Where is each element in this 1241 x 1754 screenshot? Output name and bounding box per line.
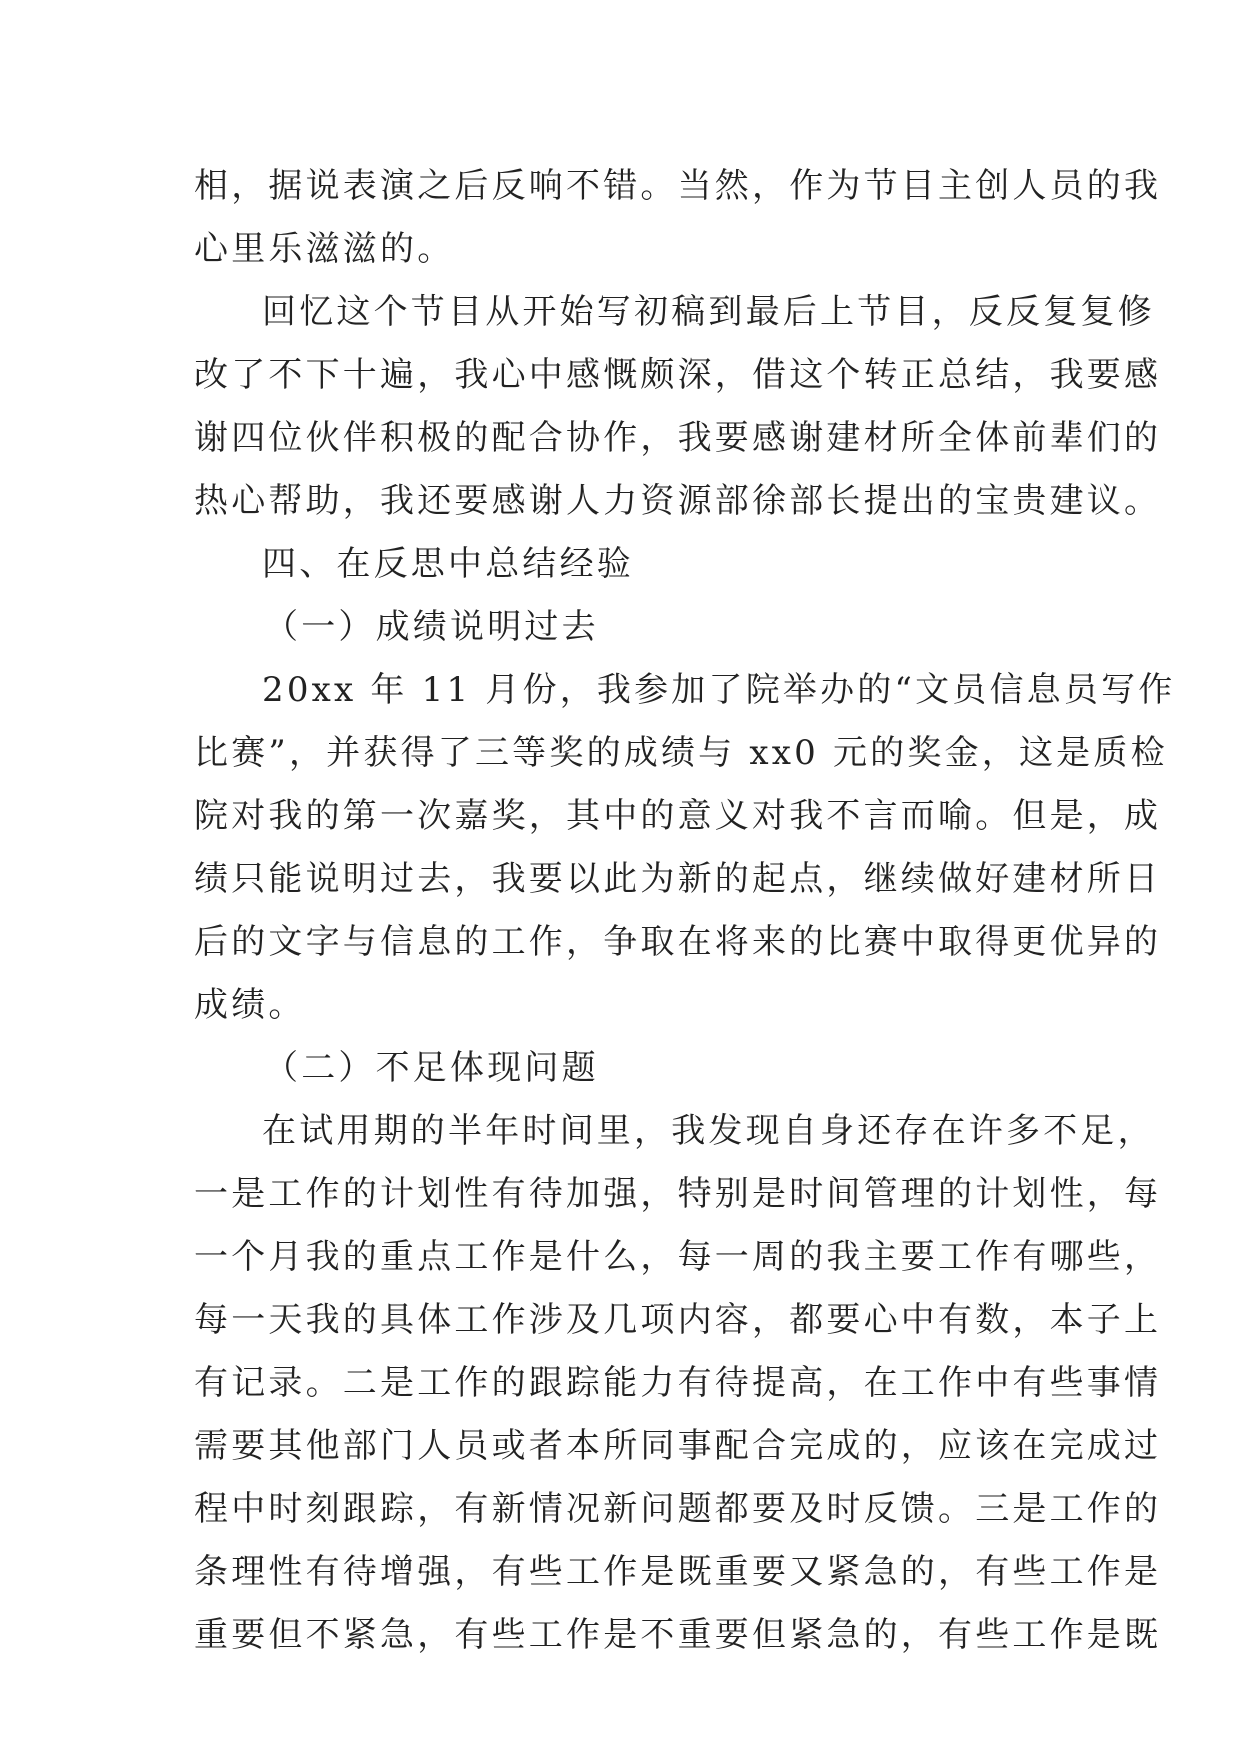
text-line: 热心帮助，我还要感谢人力资源部徐部长提出的宝贵建议。 xyxy=(194,481,1162,521)
text-line: 谢四位伙伴积极的配合协作，我要感谢建材所全体前辈们的 xyxy=(194,418,1162,458)
paragraph-start-line: 20xx 年 11 月份，我参加了院举办的“文员信息员写作 xyxy=(262,670,1176,710)
text-line: 需要其他部门人员或者本所同事配合完成的，应该在完成过 xyxy=(194,1426,1162,1466)
section-heading: 四、在反思中总结经验 xyxy=(262,544,634,584)
text-line: 相，据说表演之后反响不错。当然，作为节目主创人员的我 xyxy=(194,166,1162,206)
subsection-heading: （一）成绩说明过去 xyxy=(264,607,599,647)
text-line: 每一天我的具体工作涉及几项内容，都要心中有数，本子上 xyxy=(194,1300,1162,1340)
text-line: 一是工作的计划性有待加强，特别是时间管理的计划性，每 xyxy=(194,1174,1162,1214)
document-body xyxy=(194,155,1176,1667)
text-line: 成绩。 xyxy=(194,985,306,1025)
subsection-heading: （二）不足体现问题 xyxy=(264,1048,599,1088)
text-line: 心里乐滋滋的。 xyxy=(194,229,455,269)
paragraph-start-line: 回忆这个节目从开始写初稿到最后上节目，反反复复修 xyxy=(262,292,1155,332)
text-line: 一个月我的重点工作是什么，每一周的我主要工作有哪些， xyxy=(194,1237,1162,1277)
text-line: 重要但不紧急，有些工作是不重要但紧急的，有些工作是既 xyxy=(194,1615,1162,1655)
text-line: 程中时刻跟踪，有新情况新问题都要及时反馈。三是工作的 xyxy=(194,1489,1162,1529)
text-line: 有记录。二是工作的跟踪能力有待提高，在工作中有些事情 xyxy=(194,1363,1162,1403)
text-line: 改了不下十遍，我心中感慨颇深，借这个转正总结，我要感 xyxy=(194,355,1162,395)
text-line: 院对我的第一次嘉奖，其中的意义对我不言而喻。但是，成 xyxy=(194,796,1162,836)
text-line: 条理性有待增强，有些工作是既重要又紧急的，有些工作是 xyxy=(194,1552,1162,1592)
text-line: 绩只能说明过去，我要以此为新的起点，继续做好建材所日 xyxy=(194,859,1162,899)
text-line: 比赛”，并获得了三等奖的成绩与 xx0 元的奖金，这是质检 xyxy=(194,733,1168,773)
text-line: 后的文字与信息的工作，争取在将来的比赛中取得更优异的 xyxy=(194,922,1162,962)
paragraph-start-line: 在试用期的半年时间里，我发现自身还存在许多不足， xyxy=(262,1111,1155,1151)
